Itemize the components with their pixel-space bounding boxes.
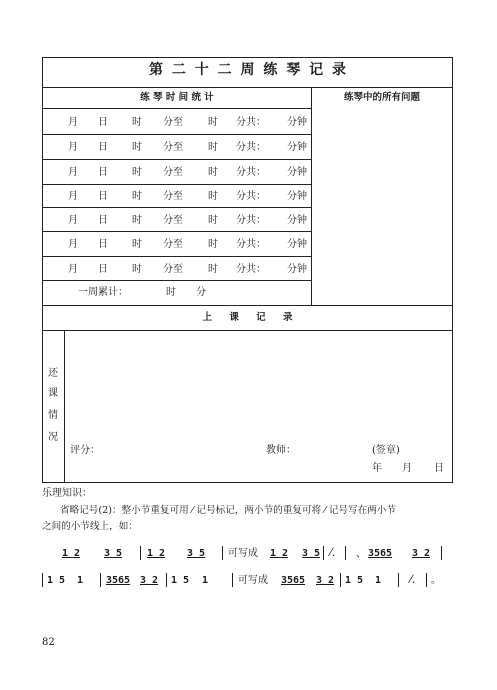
repeat-dot: 、 [356,549,366,560]
row-token: 分至 [163,117,183,128]
bar-line [441,546,442,560]
note-group: 3 2 [140,575,159,586]
repeat-sign-icon: ⁄. [330,546,336,559]
row-token: 日 [98,191,108,202]
row-token: 分钟 [287,215,307,226]
note-group: 3565 [106,575,131,586]
bar-line [398,573,399,587]
row-token: 月 [68,117,78,128]
row-token: 分共： [236,142,266,153]
row-token: 日 [98,264,108,275]
row-token: 时 [208,239,218,250]
page-number: 82 [42,637,55,648]
bar-line [345,546,346,560]
row-token: 时 [132,215,142,226]
row-token: 月 [68,167,78,178]
note-group: 1 [202,575,209,586]
bar-line [222,546,223,560]
weekly-total-label: 一周累计： [78,287,128,298]
note-group: 3 2 [316,575,335,586]
row-divider [42,159,312,160]
note-group: 1 [375,575,382,586]
lesson-record-header: 上 课 记 录 [202,312,293,323]
date-year: 年 [372,463,382,474]
row-token: 分至 [163,142,183,153]
row-token: 日 [98,142,108,153]
row-token: 月 [68,191,78,202]
row-token: 分钟 [287,191,307,202]
row-token: 分共： [236,264,266,275]
row-token: 分共： [236,167,266,178]
note-group: 1 5 [171,575,190,586]
bar-line [323,546,324,560]
theory-line-1: 省略记号(2)：整小节重复可用 ⁄ 记号标记，两小节的重复可将 ⁄ 记号写在两小节 [60,505,396,516]
bar-line [426,573,427,587]
table-border-top [42,57,453,58]
row-token: 分共： [236,191,266,202]
table-border-bottom [42,482,453,483]
note-group: 3565 [368,548,393,559]
side-label-4: 况 [48,432,58,443]
header-divider [42,108,312,109]
side-label-2: 课 [48,388,58,399]
note-group: 3 5 [104,548,123,559]
bar-line [42,573,43,587]
row-token: 时 [208,117,218,128]
column-divider [311,87,312,305]
note-group: 1 5 [47,575,66,586]
note-group: 1 5 [345,575,364,586]
row-token: 分钟 [287,142,307,153]
row-token: 日 [98,117,108,128]
table-border-right [452,57,453,482]
row-token: 时 [132,239,142,250]
row-token: 分共： [236,117,266,128]
row-token: 时 [208,167,218,178]
end-mark: 。 [431,575,441,586]
row-token: 时 [208,142,218,153]
row-token: 分至 [163,239,183,250]
row-token: 时 [132,117,142,128]
lesson-header-divider [42,330,453,331]
row-token: 分钟 [287,167,307,178]
problems-header: 练琴中的所有问题 [343,92,420,103]
theory-line-2: 之间的小节线上，如： [42,521,138,532]
row-token: 时 [208,191,218,202]
row-divider [42,256,312,257]
row-token: 时 [132,191,142,202]
row-divider [42,207,312,208]
row-token: 月 [68,264,78,275]
date-month: 月 [402,463,412,474]
row-token: 分至 [163,191,183,202]
row-token: 分钟 [287,264,307,275]
row-token: 时 [132,142,142,153]
row-divider [42,184,312,185]
row-token: 日 [98,215,108,226]
note-group: 3565 [281,575,306,586]
side-label-3: 情 [48,410,58,421]
weekly-total-minutes: 分 [196,287,206,298]
row-token: 月 [68,239,78,250]
row-token: 日 [98,167,108,178]
note-group: 1 2 [270,548,289,559]
note-group: 3 5 [302,548,321,559]
note-group: 3 2 [412,548,431,559]
row-token: 时 [208,215,218,226]
repeat-sign-icon: ⁄. [410,573,416,586]
row-token: 时 [132,167,142,178]
section-divider [42,305,453,306]
row-token: 分共： [236,215,266,226]
bar-line [140,546,141,560]
score-label: 评分： [70,445,100,456]
row-token: 分至 [163,215,183,226]
title-divider [42,87,453,88]
row-token: 分至 [163,264,183,275]
table-border-left [42,57,43,482]
row-token: 分共： [236,239,266,250]
row-token: 时 [208,264,218,275]
rewrite-label: 可写成 [238,575,268,586]
bar-line [232,573,233,587]
rewrite-label: 可写成 [228,548,258,559]
row-divider [42,134,312,135]
note-group: 1 2 [147,548,166,559]
weekly-total-hours: 时 [166,287,176,298]
row-token: 分钟 [287,239,307,250]
bar-line [340,573,341,587]
row-token: 日 [98,239,108,250]
row-token: 时 [132,264,142,275]
practice-time-header: 练 琴 时 间 统 计 [140,92,214,103]
row-token: 分至 [163,167,183,178]
note-group: 1 2 [62,548,81,559]
row-token: 月 [68,142,78,153]
row-token: 月 [68,215,78,226]
side-label-1: 还 [48,368,58,379]
row-divider [42,231,312,232]
seal-label: (签章) [372,445,400,456]
date-day: 日 [434,463,444,474]
teacher-label: 教师： [266,445,296,456]
note-group: 3 5 [187,548,206,559]
bar-line [166,573,167,587]
table-title: 第 二 十 二 周 练 琴 记 录 [149,62,348,78]
row-divider [42,280,312,281]
side-label-divider [64,330,65,482]
theory-title: 乐理知识： [42,488,92,499]
row-token: 分钟 [287,117,307,128]
bar-line [100,573,101,587]
note-group: 1 [77,575,84,586]
